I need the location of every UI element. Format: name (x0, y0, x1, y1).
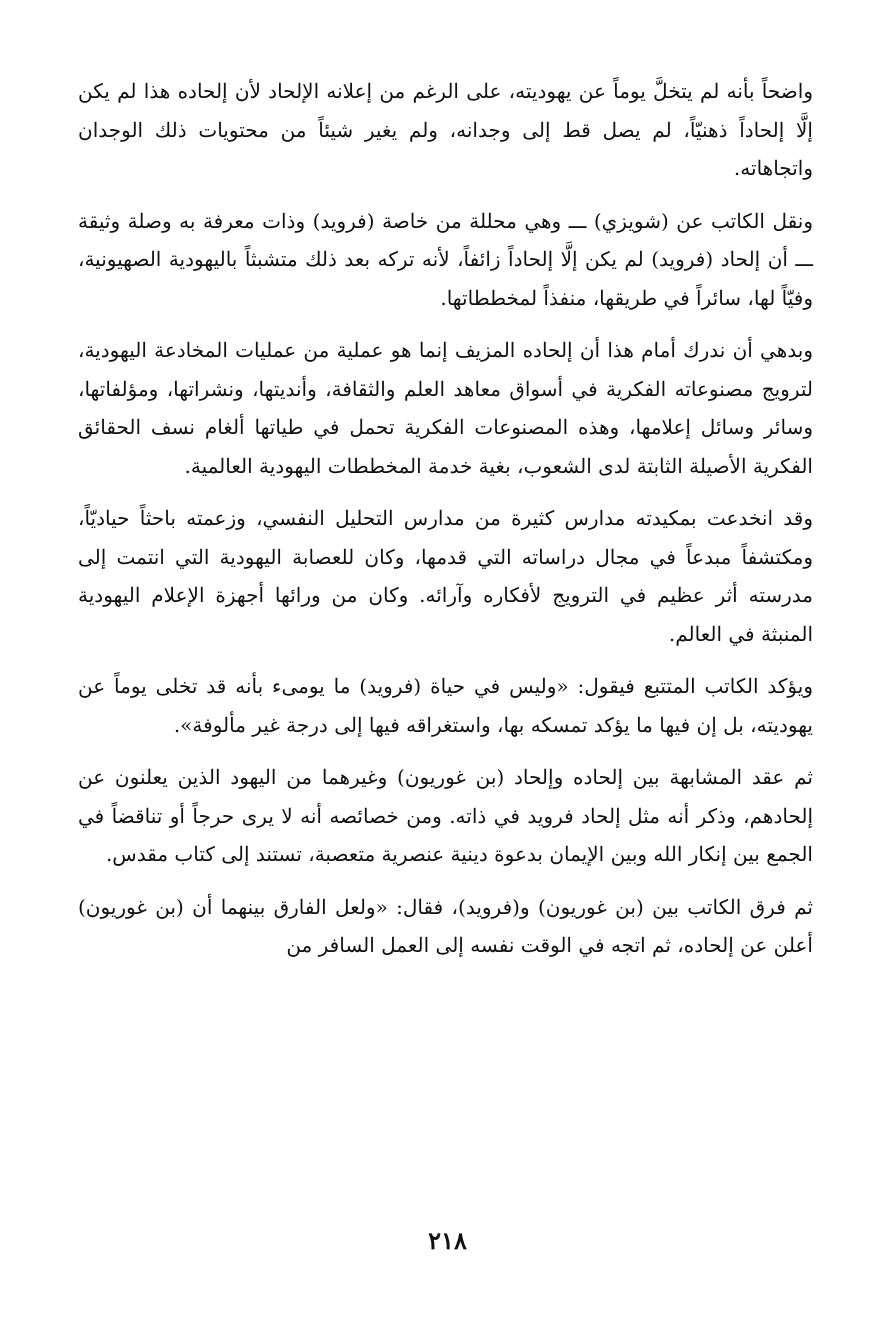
paragraph-5: ويؤكد الكاتب المتتبع فيقول: «وليس في حياة (فرويد) ما يومىء بأنه قد تخلى يوماً عن يهوديته، بل إن فيها ما يؤكد تمسكه بها، واستغراقه فيها إلى درجة غير مألوفة». (78, 674, 813, 737)
paragraph-4: وقد انخدعت بمكيدته مدارس كثيرة من مدارس التحليل النفسي، وزعمته باحثاً حياديّاً، ومكتشفاً مبدعاً في مجال دراساته التي قدمها، وكان للعصابة اليهودية التي انتمت إلى مدرسته أثر عظيم في الترويج لأفكاره وآرائه. وكان من ورائها أجهزة الإعلام اليهودية المنبثة في العالم. (78, 506, 813, 646)
page-number: ٢١٨ (428, 1226, 467, 1255)
paragraph-3: وبدهي أن ندرك أمام هذا أن إلحاده المزيف إنما هو عملية من عمليات المخادعة اليهودية، لترويج مصنوعاته الفكرية في أسواق معاهد العلم والثقافة، وأنديتها، ونشراتها، ومؤلفاتها، وسائر وسائل إعلامها، وهذه المصنوعات الفكرية تحمل في طياتها ألغام نسف الحقائق الفكرية الأصيلة الثابتة لدى الشعوب، بغية خدمة المخططات اليهودية العالمية. (78, 338, 813, 478)
paragraph-6: ثم عقد المشابهة بين إلحاده وإلحاد (بن غوريون) وغيرهما من اليهود الذين يعلنون عن إلحادهم، وذكر أنه مثل إلحاد فرويد في ذاته. ومن خصائصه أنه لا يرى حرجاً أو تناقضاً في الجمع بين إنكار الله وبين الإيمان بدعوة دينية عنصرية متعصبة، تستند إلى كتاب مقدس. (78, 765, 814, 866)
body-text (78, 72, 813, 965)
paragraph-1: واضحاً بأنه لم يتخلَّ يوماً عن يهوديته، على الرغم من إعلانه الإلحاد لأن إلحاده هذا لم يكن إلَّا إلحاداً ذهنيّاً، لم يصل قط إلى وجدانه، ولم يغير شيئاً من محتويات ذلك الوجدان واتجاهاته. (78, 79, 813, 180)
paragraph-2: ونقل الكاتب عن (شويزي) ـــ وهي محللة من خاصة (فرويد) وذات معرفة به وصلة وثيقة ـــ أن إلحاد (فرويد) لم يكن إلَّا إلحاداً زائفاً، لأنه تركه بعد ذلك متشبثاً باليهودية الصهيونية، وفيّاً لها، سائراً في طريقها، منفذاً لمخططاتها. (78, 208, 813, 310)
paragraph-7: ثم فرق الكاتب بين (بن غوريون) و(فرويد)، فقال: «ولعل الفارق بينهما أن (بن غوريون) أعلن عن إلحاده، ثم اتجه في الوقت نفسه إلى العمل السافر من (78, 894, 813, 957)
